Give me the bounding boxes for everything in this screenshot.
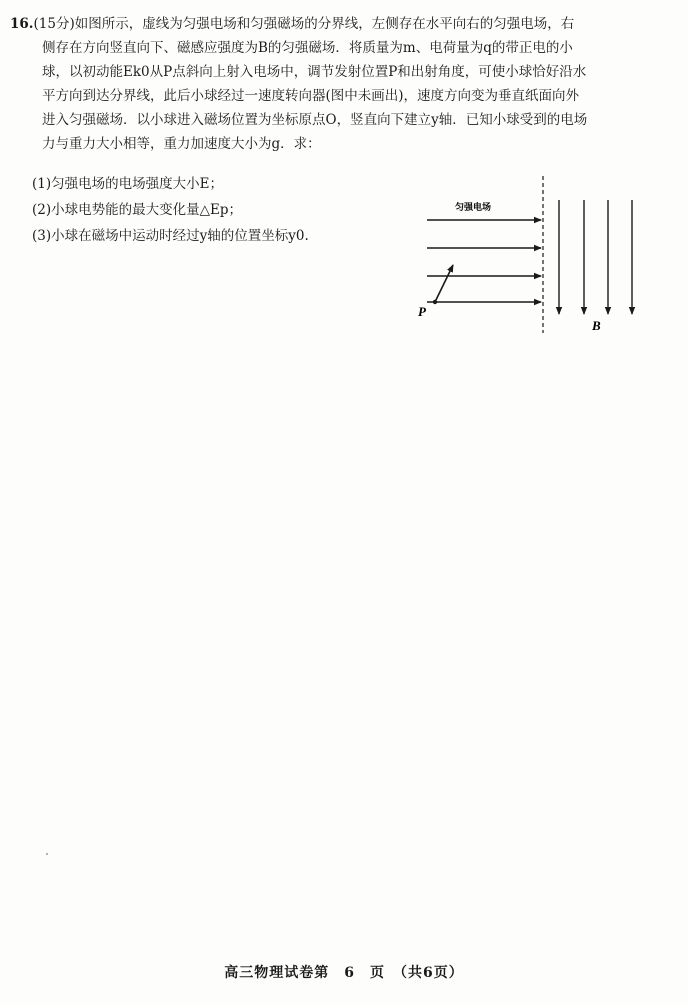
question-line-5 [10, 108, 670, 132]
magnetic-field-label: B [592, 318, 601, 333]
scan-speck [46, 853, 48, 855]
question-text-line: 平方向到达分界线，此后小球经过一速度转向器(图中未画出)，速度方向变为垂直纸面向外 [42, 88, 580, 104]
question-text-line: 如图所示，虚线为匀强电场和匀强磁场的分界线，左侧存在水平向右的匀强电场，右 [74, 16, 575, 32]
field-diagram [405, 168, 645, 343]
subquestion-3: (3)小球在磁场中运动时经过y轴的位置坐标y0. [32, 228, 309, 244]
field-diagram-svg [405, 168, 645, 343]
question-line-6 [10, 132, 670, 156]
launch-velocity-arrow [435, 265, 453, 302]
question-number: 16. [10, 16, 34, 32]
subquestion-1: (1)匀强电场的电场强度大小E； [32, 176, 223, 192]
question-text-line: 力与重力大小相等，重力加速度大小为g．求： [42, 136, 321, 152]
question-text-line: 侧存在方向竖直向下、磁感应强度为B的匀强磁场．将质量为m、电荷量为q的带正电的小 [42, 40, 573, 56]
question-text-line: 进入匀强磁场．以小球进入磁场位置为坐标原点O，竖直向下建立y轴．已知小球受到的电场 [42, 112, 588, 128]
question-line-1 [10, 12, 670, 36]
launch-point-dot [433, 300, 437, 304]
question-score: (15分) [33, 16, 75, 32]
page-footer: 高三物理试卷第 6 页 （共6页） [224, 965, 464, 981]
question-line-2 [10, 36, 670, 60]
launch-point-label: P [418, 304, 426, 319]
question-line-3 [10, 60, 670, 84]
subquestion-2: (2)小球电势能的最大变化量△Ep； [32, 202, 243, 218]
question-16 [10, 12, 670, 156]
question-line-4 [10, 84, 670, 108]
question-text-line: 球，以初动能Ek0从P点斜向上射入电场中，调节发射位置P和出射角度，可使小球恰好沿水 [42, 64, 587, 80]
electric-field-label: 匀强电场 [455, 203, 492, 213]
